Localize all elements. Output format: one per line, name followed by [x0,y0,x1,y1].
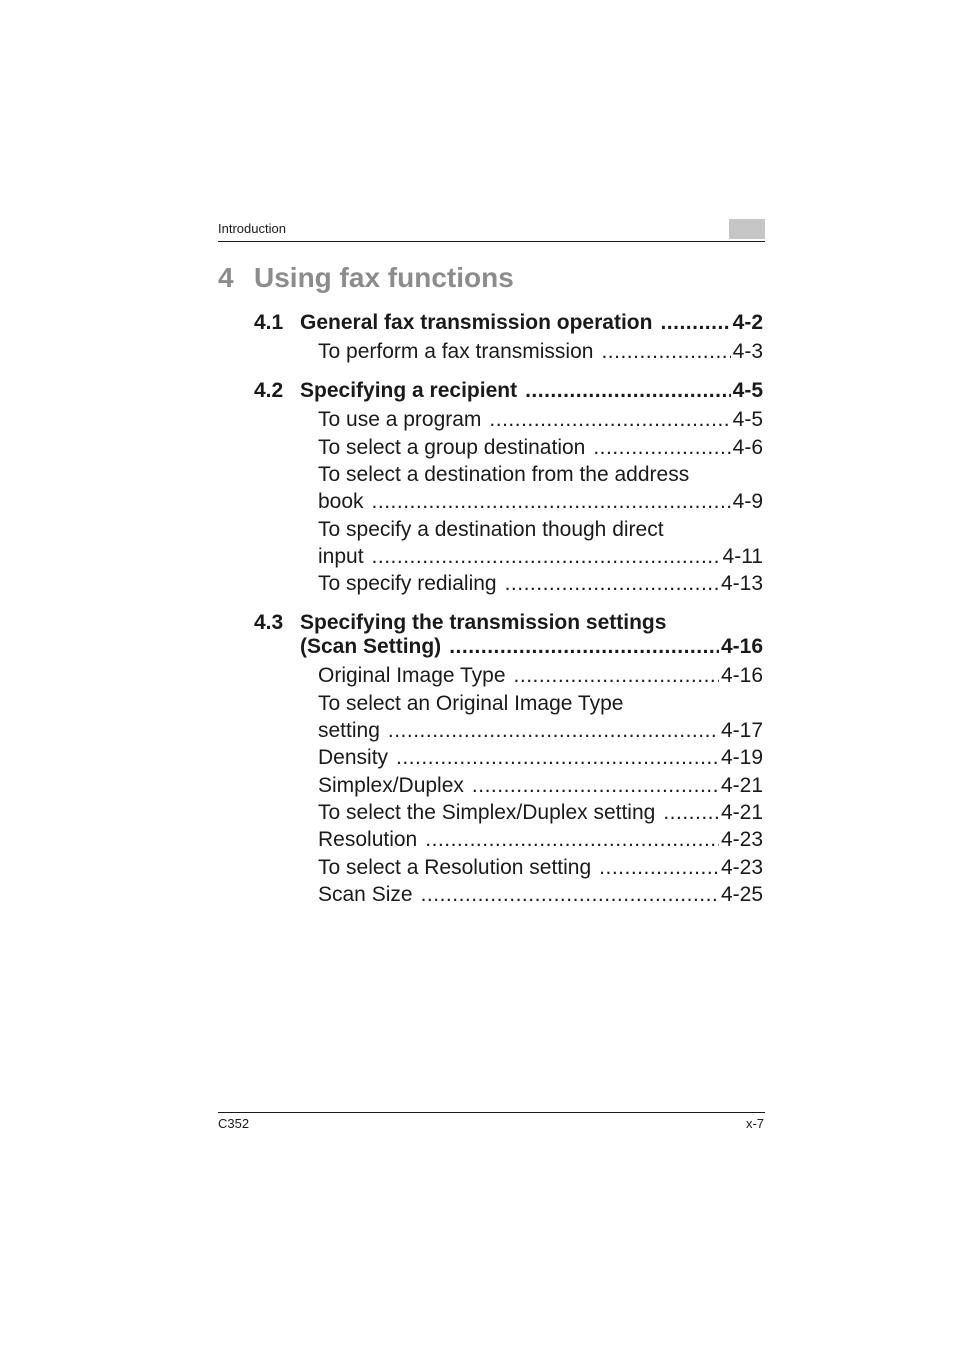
toc-entry-page: 4-25 [720,882,763,906]
toc-entry-lead[interactable]: To select a destination from the address [318,462,690,486]
toc-entry[interactable] [318,718,763,744]
dot-leader [449,634,719,660]
header-section-label: Introduction [218,221,286,236]
section-entry[interactable] [300,310,763,336]
dot-leader [663,800,719,826]
dot-leader [396,745,719,771]
toc-entry-page: 4-6 [732,435,763,459]
toc-entry-label: Resolution [318,828,418,852]
section-title-line[interactable]: Specifying the transmission settings [300,611,667,635]
dot-leader [660,310,730,336]
dot-leader [472,773,719,799]
dot-leader [505,571,719,597]
toc-entry-label: To select the Simplex/Duplex setting [318,800,656,824]
section-entry-page: 4-5 [732,379,763,403]
dot-leader [388,718,719,744]
toc-entry-page: 4-19 [720,746,763,770]
section-number: 4.3 [254,611,284,635]
toc-entry[interactable] [318,663,763,689]
toc-entry-label: To select a group destination [318,435,586,459]
dot-leader [425,827,719,853]
toc-entry-page: 4-5 [732,408,763,432]
toc-entry[interactable] [318,855,763,881]
toc-entry[interactable] [318,745,763,771]
toc-entry-label: To use a program [318,408,482,432]
toc-entry-label: input [318,544,364,568]
toc-entry-lead[interactable]: To specify a destination though direct [318,517,664,541]
toc-entry-page: 4-9 [732,490,763,514]
toc-entry[interactable] [318,339,763,365]
toc-entry-page: 4-13 [720,572,763,596]
toc-entry[interactable] [318,489,763,515]
toc-entry[interactable] [318,407,763,433]
dot-leader [601,339,730,365]
toc-entry-label: Density [318,746,389,770]
toc-entry-page: 4-3 [732,340,763,363]
footer-page-number: x-7 [745,1116,764,1131]
dot-leader [421,882,719,908]
dot-leader [593,435,730,461]
section-entry[interactable] [300,634,763,660]
toc-entry-page: 4-16 [720,664,763,688]
dot-leader [372,489,731,515]
section-entry-label: (Scan Setting) [300,635,442,659]
toc-entry[interactable] [318,571,763,597]
toc-entry-label: Simplex/Duplex [318,773,464,797]
toc-entry[interactable] [318,773,763,799]
dot-leader [372,544,721,570]
toc-entry-label: Scan Size [318,882,413,906]
section-entry[interactable] [300,378,763,404]
toc-entry[interactable] [318,800,763,826]
toc-entry-page: 4-17 [720,719,763,742]
section-entry-page: 4-2 [732,311,763,334]
toc-entry-label: setting [318,719,380,742]
chapter-number: 4 [218,262,234,293]
chapter-title: Using fax functions [254,262,514,293]
toc-entry-page: 4-23 [720,855,763,879]
toc-entry-label: To perform a fax transmission [318,340,594,363]
toc-entry-label: book [318,490,364,514]
dot-leader [525,378,731,404]
toc-entry-label: To select a Resolution setting [318,855,592,879]
toc-entry[interactable] [318,827,763,853]
toc-entry-page: 4-11 [722,544,763,568]
toc-entry-page: 4-23 [720,828,763,852]
toc-entry-page: 4-21 [720,800,763,824]
toc-entry[interactable] [318,544,763,570]
dot-leader [514,663,719,689]
toc-entry-lead[interactable]: To select an Original Image Type [318,691,624,715]
toc-entry-page: 4-21 [720,773,763,797]
section-entry-page: 4-16 [720,635,763,659]
section-entry-label: Specifying a recipient [300,379,518,403]
footer-rule [218,1112,765,1113]
toc-entry-label: Original Image Type [318,664,506,688]
section-number: 4.2 [254,379,284,403]
dot-leader [599,855,719,881]
toc-entry[interactable] [318,882,763,908]
section-number: 4.1 [254,311,284,334]
toc-entry-label: To specify redialing [318,572,497,596]
section-entry-label: General fax transmission operation [300,311,653,334]
dot-leader [489,407,730,433]
footer-model: C352 [218,1116,250,1131]
toc-entry[interactable] [318,435,763,461]
